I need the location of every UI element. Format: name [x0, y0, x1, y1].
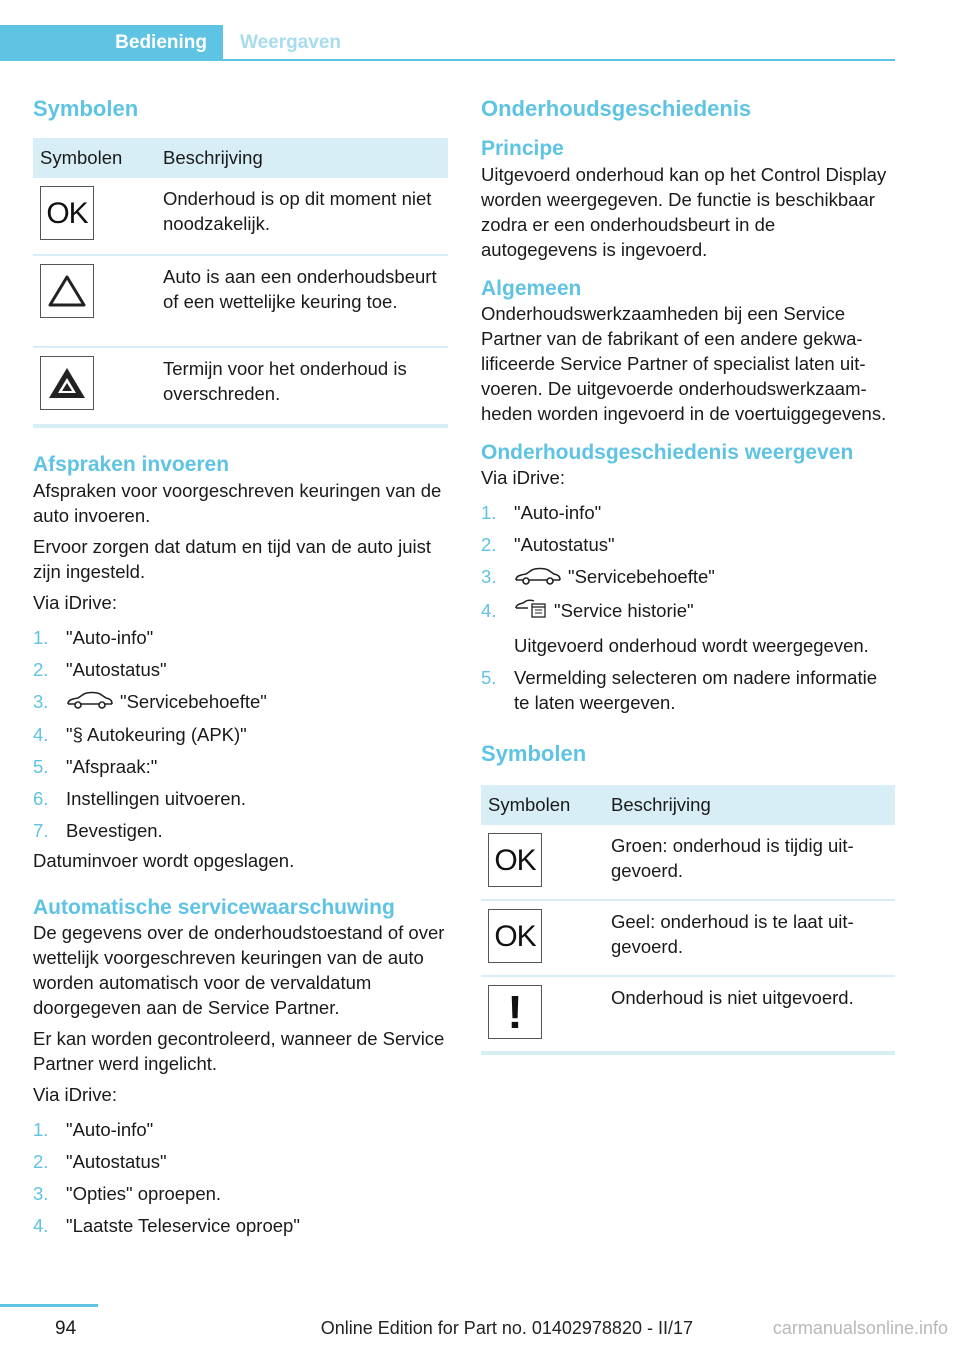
exclamation-icon: ! [488, 985, 542, 1039]
row-description: Onderhoud is op dit moment niet noodzakelijk. [159, 178, 448, 255]
table-row [33, 178, 448, 255]
header-tab-weergaven: Weergaven [240, 32, 342, 53]
list-item: 3. "Servicebehoefte" [33, 689, 448, 716]
right-column [481, 96, 895, 1055]
warning-triangle-filled-icon [40, 356, 94, 410]
warning-triangle-icon [40, 264, 94, 318]
car-icon [514, 566, 562, 591]
row-description: Auto is aan een onderhoudsbeurt of een wettelijke keuring toe. [159, 255, 448, 347]
ok-green-icon: OK [488, 833, 542, 887]
table-row [481, 976, 895, 1052]
symbols-heading-left: Symbolen [33, 96, 139, 121]
row-description: Termijn voor het onderhoud is overschreden. [159, 347, 448, 425]
row-description: Groen: onderhoud is tijdig uitgevoerd. [607, 825, 895, 900]
afspraken-paragraph-1: Afspraken voor voorgeschreven keuringen van de auto invoeren. [33, 479, 442, 526]
symbols-heading-right: Symbolen [481, 740, 587, 766]
list-item: 5. Vermelding selecteren om nadere informatie te laten weergeven. [481, 666, 877, 713]
step-4-result: Uitgevoerd onderhoud wordt weergegeven. [514, 634, 869, 656]
ok-icon: OK [40, 186, 94, 240]
history-via-idrive: Via iDrive: [481, 466, 565, 488]
list-item: 2. "Autostatus" [481, 533, 615, 555]
list-item: 1. "Auto-info" [33, 626, 154, 648]
auto-service-heading: Automatische servicewaarschuwing [33, 896, 395, 920]
service-history-icon [514, 599, 548, 625]
algemeen-heading: Algemeen [481, 276, 582, 300]
principe-text: Uitgevoerd onderhoud kan op het Control Display worden weergegeven. De functie is beschikbaar zodra er een onderhoudsbeurt in de autogegevens is ingevoerd. [481, 163, 887, 260]
algemeen-text: Onderhoudswerkzaamheden bij een Service Partner van de fabrikant of een andere gekwalificeerde Service Partner of specialist laten uitvoeren. De uitgevoerde onderhoudswerkzaamheden worden ingevoerd in de voertuiggegevens. [481, 302, 887, 424]
auto-service-paragraph-1: De gegevens over de onderhoudstoestand of over wettelijk voorgeschreven keuringen van de auto worden automatisch voor de vervaldatum doorgegeven aan de Service Partner. [33, 922, 445, 1019]
symbols-table-right [481, 785, 895, 1053]
symbols-table-left [33, 138, 448, 426]
list-item: 4. "Laatste Teleservice oproep" [33, 1215, 300, 1237]
left-column [33, 96, 448, 1245]
list-item: 7. Bevestigen. [33, 820, 163, 842]
table-row [33, 347, 448, 425]
table-bottom-rule [33, 424, 448, 428]
afspraken-paragraph-2: Ervoor zorgen dat datum en tijd van de auto juist zijn ingesteld. [33, 535, 431, 582]
footer-rule [0, 1304, 98, 1307]
afspraken-result: Datuminvoer wordt opgeslagen. [33, 850, 295, 872]
afspraken-via-idrive: Via iDrive: [33, 591, 117, 613]
principe-heading: Principe [481, 137, 564, 161]
table-row [481, 900, 895, 976]
page-number: 94 [55, 1318, 77, 1339]
table-row [481, 825, 895, 900]
table-header-symbol: Symbolen [481, 785, 607, 825]
afspraken-steps [33, 625, 448, 844]
row-description: Onderhoud is niet uitgevoerd. [607, 976, 895, 1052]
header-tab-bediening: Bediening [0, 25, 223, 61]
auto-service-steps [33, 1117, 448, 1238]
list-item: 2. "Autostatus" [33, 658, 167, 680]
header-divider [0, 59, 895, 61]
car-icon [66, 690, 114, 715]
list-item: 4. "§ Autokeuring (APK)" [33, 724, 247, 746]
table-header-symbol: Symbolen [33, 138, 159, 178]
list-item: 3. "Servicebehoefte" [481, 564, 895, 591]
auto-service-paragraph-2: Er kan worden gecontroleerd, wanneer de Service Partner werd ingelicht. [33, 1028, 445, 1075]
afspraken-heading: Afspraken invoeren [33, 453, 230, 477]
table-header-description: Beschrijving [159, 138, 448, 178]
history-heading: Onderhoudsgeschiedenis [481, 96, 752, 121]
edition-text: Online Edition for Part no. 01402978820 - II/17 [320, 1318, 693, 1338]
list-item: 4. "Service historie" Uitgevoerd onderhoud wordt weergegeven. [481, 598, 895, 658]
history-view-heading: Onderhoudsgeschiedenis weergeven [481, 440, 854, 464]
row-description: Geel: onderhoud is te laat uitgevoerd. [607, 900, 895, 976]
auto-service-via-idrive: Via iDrive: [33, 1084, 117, 1106]
list-item: 5. "Afspraak:" [33, 756, 158, 778]
list-item: 6. Instellingen uitvoeren. [33, 788, 246, 810]
list-item: 3. "Opties" oproepen. [33, 1183, 222, 1205]
history-steps [481, 500, 895, 715]
watermark: carmanualsonline.info [772, 1318, 948, 1338]
ok-yellow-icon: OK [488, 909, 542, 963]
list-item: 2. "Autostatus" [33, 1151, 167, 1173]
table-header-description: Beschrijving [607, 785, 895, 825]
list-item: 1. "Auto-info" [33, 1119, 154, 1141]
list-item: 1. "Auto-info" [481, 501, 602, 523]
table-bottom-rule [481, 1051, 895, 1055]
table-row [33, 255, 448, 347]
